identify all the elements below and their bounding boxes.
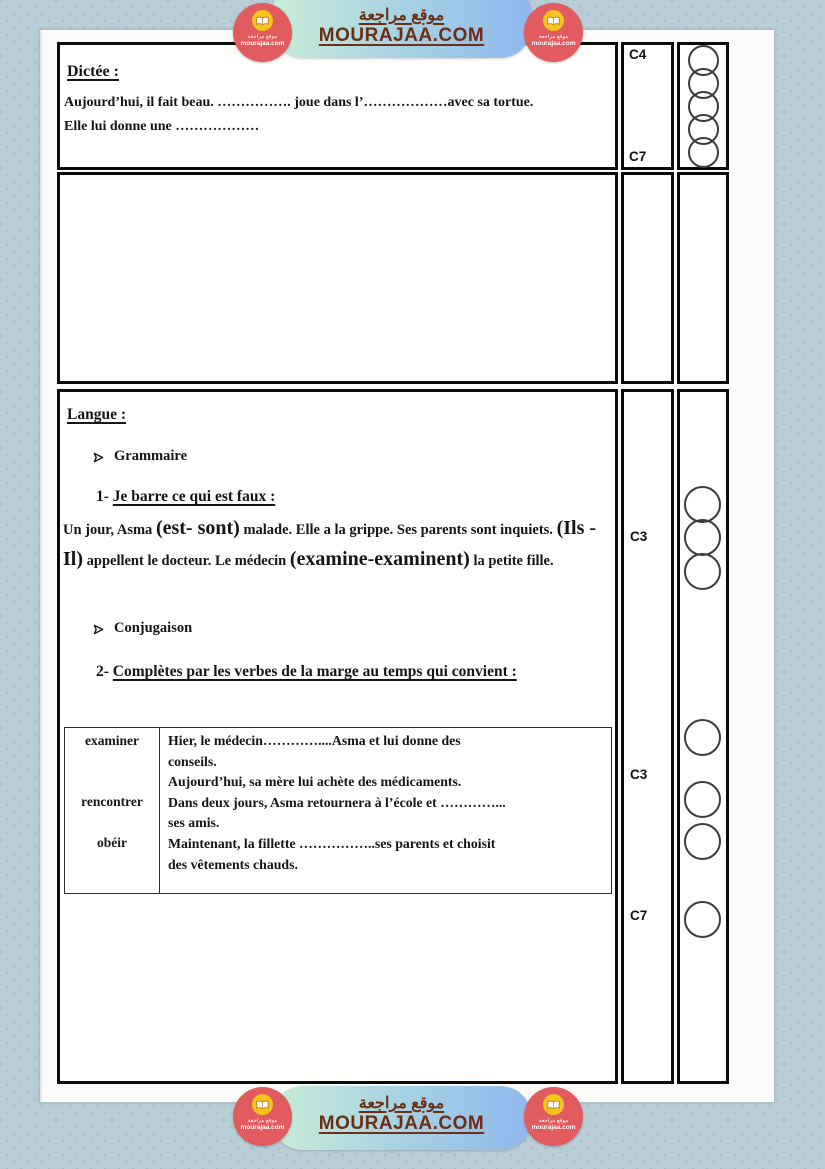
- langue-section: [57, 389, 618, 1084]
- mark-circle: [684, 901, 721, 938]
- site-name-arabic: موقع مراجعة: [358, 1095, 445, 1112]
- text-segment: malade. Elle a la grippe. Ses parents sont inquiets.: [239, 522, 557, 538]
- arrow-bullet-icon: [93, 451, 104, 462]
- badge-text-latin: mourajaa.com: [240, 40, 285, 47]
- mark-circle: [684, 719, 721, 756]
- badge-text-latin: mourajaa.com: [240, 1124, 285, 1131]
- dictee-title: Dictée :: [67, 63, 119, 80]
- exercise2-number: 2-: [96, 663, 109, 680]
- choice-segment: (Ils - Il): [63, 517, 597, 570]
- badge-text-arabic: موقع مراجعة: [538, 1118, 569, 1124]
- text-segment: Un jour, Asma: [63, 522, 156, 538]
- site-name-latin: MOURAJAA.COM: [318, 25, 485, 46]
- conjugation-heading-row: [93, 620, 192, 637]
- sentence-line: Maintenant, la fillette ……………..ses parents et choisit: [168, 835, 496, 851]
- watermark-pill-header: [271, 0, 532, 58]
- watermark-pill-footer: [271, 1086, 532, 1150]
- dictee-line-2: Elle lui donne une ………………: [64, 119, 260, 134]
- choice-segment: (examine-: [289, 548, 375, 570]
- book-icon: [252, 10, 273, 31]
- conjugation-table: [64, 727, 612, 894]
- dictee-section: [57, 42, 618, 170]
- dictee-score-label-column: [621, 42, 674, 170]
- choice-segment: examinent): [374, 548, 470, 570]
- sentence-line: des vêtements chauds.: [168, 856, 298, 872]
- margin-verb: rencontrer: [81, 794, 143, 809]
- site-name-arabic: موقع مراجعة: [358, 7, 445, 24]
- badge-text-latin: mourajaa.com: [531, 1124, 576, 1131]
- grammar-heading: Grammaire: [114, 448, 188, 464]
- mark-circle: [684, 823, 721, 860]
- langue-score-label-column: [621, 389, 674, 1084]
- exercise1-title: Je barre ce qui est faux :: [112, 488, 276, 505]
- exercise2-heading: [96, 659, 591, 684]
- exercise1-number: 1-: [96, 488, 109, 505]
- sentence-column: [160, 728, 611, 893]
- mark-circle: [684, 781, 721, 818]
- blank-score-label-column: [621, 172, 674, 384]
- site-name-latin: MOURAJAA.COM: [318, 1113, 485, 1134]
- badge-text-latin: mourajaa.com: [531, 40, 576, 47]
- sentence-line: Dans deux jours, Asma retournera à l’école et …………...: [168, 794, 506, 810]
- exercise1-text: [63, 514, 619, 576]
- badge-text-arabic: موقع مراجعة: [538, 34, 569, 40]
- dictee-line-1: Aujourd’hui, il fait beau. ……………. joue dans l’………………avec sa tortue.: [64, 95, 534, 110]
- mark-circle: [684, 553, 721, 590]
- margin-verb: examiner: [85, 733, 139, 748]
- dictee-score-circle-column: [677, 42, 729, 170]
- watermark-badge: [233, 1087, 292, 1146]
- book-icon: [543, 10, 564, 31]
- mark-circle: [684, 519, 721, 556]
- arrow-bullet-icon: [93, 623, 104, 634]
- watermark-badge: [524, 1087, 583, 1146]
- score-label-c3-conjugation: C3: [630, 767, 648, 782]
- blank-score-circle-column: [677, 172, 729, 384]
- choice-segment: (est- sont): [155, 517, 240, 539]
- exercise1-heading: [96, 488, 275, 506]
- text-segment: appellent le docteur. Le médecin: [83, 553, 290, 569]
- blank-answer-box: [57, 172, 618, 384]
- conjugation-heading: Conjugaison: [114, 620, 193, 636]
- sentence-line: conseils.: [168, 753, 217, 769]
- badge-text-arabic: موقع مراجعة: [247, 34, 278, 40]
- watermark-badge: [524, 3, 583, 62]
- sentence-line: ses amis.: [168, 815, 220, 831]
- mark-circle: [684, 486, 721, 523]
- langue-score-circle-column: [677, 389, 729, 1084]
- watermark-badge: [233, 3, 292, 62]
- score-label-c3-grammar: C3: [630, 529, 648, 544]
- sentence-line: Hier, le médecin…………....Asma et lui donne des: [168, 733, 461, 748]
- langue-title: Langue :: [67, 406, 126, 423]
- book-icon: [252, 1094, 273, 1115]
- book-icon: [543, 1094, 564, 1115]
- text-segment: la petite fille.: [469, 553, 554, 569]
- grammar-heading-row: [93, 448, 187, 465]
- score-label-c7-final: C7: [630, 908, 648, 923]
- sentence-line: Aujourd’hui, sa mère lui achète des médicaments.: [168, 774, 462, 790]
- exercise2-title: Complètes par les verbes de la marge au temps qui convient :: [112, 663, 517, 680]
- verb-margin-column: [65, 728, 160, 893]
- mark-circle: [688, 137, 719, 168]
- score-label-c4: C4: [629, 47, 647, 62]
- margin-verb: obéir: [97, 835, 127, 850]
- score-label-c7: C7: [629, 149, 647, 164]
- badge-text-arabic: موقع مراجعة: [247, 1118, 278, 1124]
